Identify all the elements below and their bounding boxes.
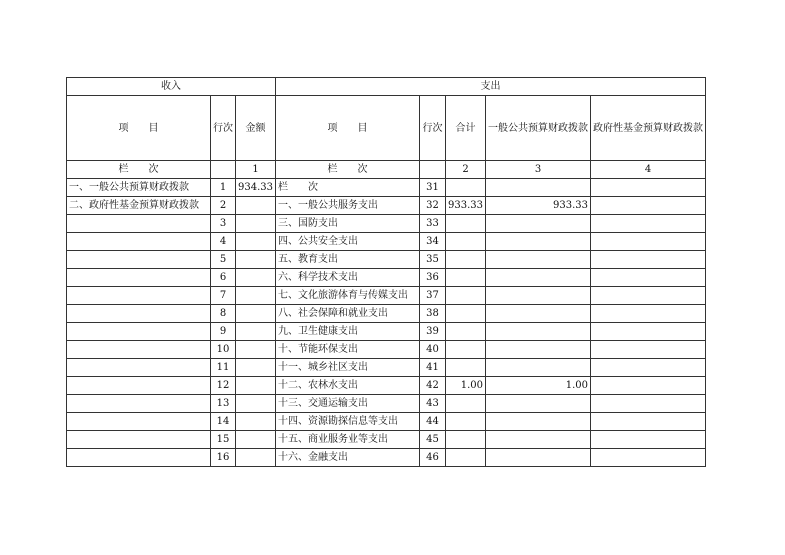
table-row [67,251,706,269]
income-amount-header: 金额 [236,96,276,161]
expense-item: 十二、农林水支出 [276,377,420,395]
header-row-top [67,78,706,96]
expense-row-no: 33 [420,215,446,233]
total-amount [446,341,486,359]
general-budget-amount [486,413,591,431]
total-amount [446,233,486,251]
income-amount [236,269,276,287]
expense-row-no: 41 [420,359,446,377]
table-row [67,197,706,215]
income-row-no: 12 [211,377,236,395]
total-amount [446,395,486,413]
income-item [67,251,211,269]
income-amount [236,215,276,233]
expense-item: 三、国防支出 [276,215,420,233]
expense-row-no: 35 [420,251,446,269]
income-item [67,323,211,341]
expense-row-no: 31 [420,179,446,197]
income-row-no: 7 [211,287,236,305]
income-item [67,287,211,305]
income-amount: 934.33 [236,179,276,197]
table-row [67,449,706,467]
table-row [67,305,706,323]
table-row [67,323,706,341]
expense-row-no: 42 [420,377,446,395]
gov-fund-amount [591,287,706,305]
expense-item-header: 项 目 [276,96,420,161]
table-row [67,287,706,305]
col4-label: 4 [591,161,706,179]
income-row-no: 10 [211,341,236,359]
col3-label: 3 [486,161,591,179]
income-row-no: 15 [211,431,236,449]
total-amount [446,179,486,197]
general-budget-amount: 1.00 [486,377,591,395]
income-item [67,395,211,413]
expense-row-no: 40 [420,341,446,359]
expense-item: 一、一般公共服务支出 [276,197,420,215]
income-amount [236,341,276,359]
gov-fund-amount [591,323,706,341]
expense-item: 四、公共安全支出 [276,233,420,251]
header-row-columns [67,96,706,161]
income-lanci-blank [211,161,236,179]
expense-row-no: 39 [420,323,446,341]
expense-row-no: 38 [420,305,446,323]
income-header: 收入 [67,78,276,96]
income-row-no: 9 [211,323,236,341]
expense-item: 栏 次 [276,179,420,197]
table-row [67,215,706,233]
income-item [67,449,211,467]
general-budget-amount [486,251,591,269]
gov-fund-amount [591,305,706,323]
income-amount [236,233,276,251]
expense-row-no: 44 [420,413,446,431]
income-item [67,215,211,233]
income-item [67,431,211,449]
gov-fund-amount [591,341,706,359]
expense-item: 十四、资源勘探信息等支出 [276,413,420,431]
general-budget-amount [486,341,591,359]
income-amount [236,413,276,431]
general-budget-header: 一般公共预算财政拨款 [486,96,591,161]
general-budget-amount [486,323,591,341]
income-amount [236,395,276,413]
total-amount [446,215,486,233]
expense-row-no: 45 [420,431,446,449]
income-row-no: 16 [211,449,236,467]
budget-table [66,77,706,467]
gov-fund-amount [591,359,706,377]
income-item [67,359,211,377]
expense-item: 十一、城乡社区支出 [276,359,420,377]
income-amount [236,449,276,467]
income-row-no: 2 [211,197,236,215]
total-amount: 933.33 [446,197,486,215]
gov-fund-amount [591,377,706,395]
income-amount [236,287,276,305]
income-row-no: 13 [211,395,236,413]
income-row-no: 14 [211,413,236,431]
expense-row-no: 46 [420,449,446,467]
expense-header: 支出 [276,78,706,96]
income-row-no: 6 [211,269,236,287]
income-amount [236,323,276,341]
gov-fund-amount [591,413,706,431]
general-budget-amount [486,359,591,377]
expense-item: 七、文化旅游体育与传媒支出 [276,287,420,305]
gov-fund-amount [591,431,706,449]
income-row-no: 4 [211,233,236,251]
table-row [67,395,706,413]
gov-fund-header: 政府性基金预算财政拨款 [591,96,706,161]
general-budget-amount [486,395,591,413]
income-item [67,377,211,395]
gov-fund-amount [591,269,706,287]
income-rowno-header: 行次 [211,96,236,161]
income-item [67,233,211,251]
expense-item: 五、教育支出 [276,251,420,269]
general-budget-amount [486,269,591,287]
general-budget-amount [486,215,591,233]
table-row [67,359,706,377]
gov-fund-amount [591,395,706,413]
income-item [67,413,211,431]
income-amount [236,305,276,323]
total-amount [446,323,486,341]
gov-fund-amount [591,251,706,269]
gov-fund-amount [591,233,706,251]
table-row [67,377,706,395]
income-item: 一、一般公共预算财政拨款 [67,179,211,197]
expense-item: 十、节能环保支出 [276,341,420,359]
general-budget-amount [486,431,591,449]
expense-row-no: 36 [420,269,446,287]
expense-item: 八、社会保障和就业支出 [276,305,420,323]
total-amount [446,359,486,377]
income-row-no: 5 [211,251,236,269]
total-amount [446,413,486,431]
income-amount [236,377,276,395]
gov-fund-amount [591,197,706,215]
table-row [67,431,706,449]
income-item [67,341,211,359]
expense-row-no: 32 [420,197,446,215]
col2-label: 2 [446,161,486,179]
general-budget-amount [486,233,591,251]
income-item-header: 项 目 [67,96,211,161]
income-col1: 1 [236,161,276,179]
general-budget-amount [486,287,591,305]
table-row [67,179,706,197]
table-row [67,413,706,431]
total-amount: 1.00 [446,377,486,395]
gov-fund-amount [591,449,706,467]
total-header: 合计 [446,96,486,161]
income-row-no: 3 [211,215,236,233]
expense-rowno-header: 行次 [420,96,446,161]
income-amount [236,359,276,377]
total-amount [446,287,486,305]
gov-fund-amount [591,179,706,197]
total-amount [446,449,486,467]
income-row-no: 8 [211,305,236,323]
table-row [67,269,706,287]
expense-row-no: 37 [420,287,446,305]
header-row-lanci [67,161,706,179]
expense-lanci: 栏 次 [276,161,420,179]
table-row [67,233,706,251]
income-item: 二、政府性基金预算财政拨款 [67,197,211,215]
expense-item: 十三、交通运输支出 [276,395,420,413]
income-amount [236,251,276,269]
general-budget-amount [486,449,591,467]
income-row-no: 11 [211,359,236,377]
expense-item: 十五、商业服务业等支出 [276,431,420,449]
income-amount [236,431,276,449]
expense-item: 十六、金融支出 [276,449,420,467]
gov-fund-amount [591,215,706,233]
expense-item: 六、科学技术支出 [276,269,420,287]
total-amount [446,431,486,449]
total-amount [446,269,486,287]
income-item [67,305,211,323]
income-row-no: 1 [211,179,236,197]
general-budget-amount: 933.33 [486,197,591,215]
general-budget-amount [486,179,591,197]
income-lanci: 栏 次 [67,161,211,179]
total-amount [446,251,486,269]
total-amount [446,305,486,323]
expense-item: 九、卫生健康支出 [276,323,420,341]
expense-row-no: 43 [420,395,446,413]
table-row [67,341,706,359]
expense-row-no: 34 [420,233,446,251]
income-amount [236,197,276,215]
income-item [67,269,211,287]
general-budget-amount [486,305,591,323]
expense-lanci-blank [420,161,446,179]
